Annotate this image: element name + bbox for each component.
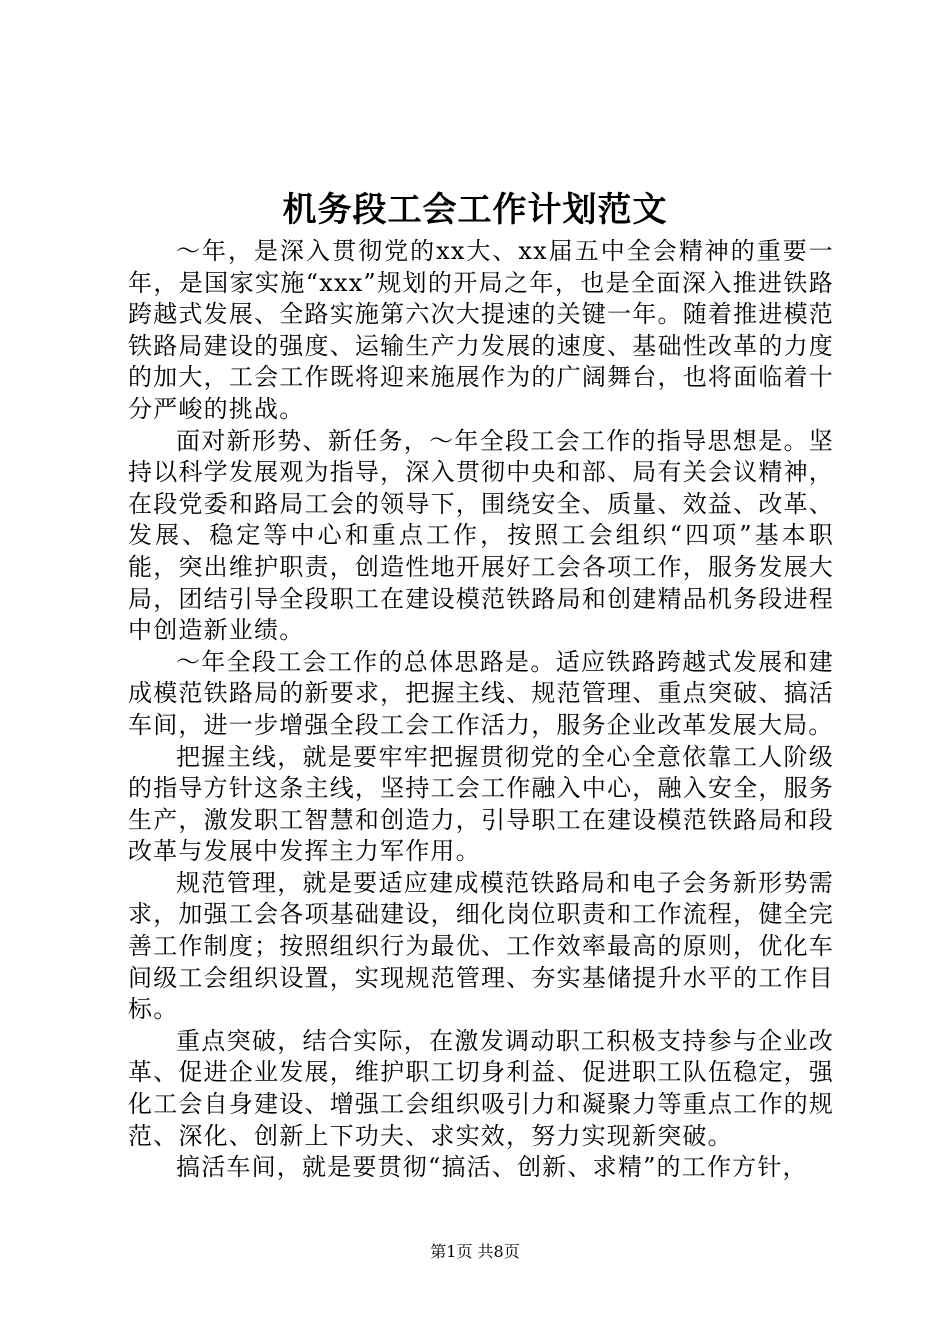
paragraph: ～年，是深入贯彻党的xx大、xx届五中全会精神的重要一年，是国家实施“xxx”规划的开局之年，也是全面深入推进铁路跨越式发展、全路实施第六次大提速的关键一年。随着推进模范铁路局建设的强度、运输生产力发展的速度、基础性改革的力度的加大，工会工作既将迎来施展作为的广阔舞台，也将面临着十分严峻的挑战。	[128, 237, 834, 423]
document-body	[128, 236, 834, 1184]
paragraph: 重点突破，结合实际，在激发调动职工积极支持参与企业改革、促进企业发展，维护职工切身利益、促进职工队伍稳定，强化工会自身建设、增强工会组织吸引力和凝聚力等重点工作的规范、深化、创新上下功夫、求实效，努力实现新突破。	[128, 1026, 834, 1150]
document-title: 机务段工会工作计划范文	[282, 190, 668, 230]
paragraph: 把握主线，就是要牢牢把握贯彻党的全心全意依靠工人阶级的指导方针这条主线，坚持工会工作融入中心，融入安全，服务生产，激发职工智慧和创造力，引导职工在建设模范铁路局和段改革与发展中发挥主力军作用。	[128, 742, 834, 866]
paragraph: 搞活车间，就是要贯彻“搞活、创新、求精”的工作方针，	[176, 1153, 808, 1182]
paragraph: ～年全段工会工作的总体思路是。适应铁路跨越式发展和建成模范铁路局的新要求，把握主线、规范管理、重点突破、搞活车间，进一步增强全段工会工作活力，服务企业改革发展大局。	[128, 647, 834, 739]
paragraph: 规范管理，就是要适应建成模范铁路局和电子会务新形势需求，加强工会各项基础建设，细化岗位职责和工作流程，健全完善工作制度；按照组织行为最优、工作效率最高的原则，优化车间级工会组织设置，实现规范管理、夯实基储提升水平的工作目标。	[128, 868, 834, 1024]
page-footer: 第1页 共8页	[430, 1242, 520, 1261]
paragraph: 面对新形势、新任务，～年全段工会工作的指导思想是。坚持以科学发展观为指导，深入贯彻中央和部、局有关会议精神，在段党委和路局工会的领导下，围绕安全、质量、效益、改革、发展、稳定等中心和重点工作，按照工会组织“四项”基本职能，突出维护职责，创造性地开展好工会各项工作，服务发展大局，团结引导全段职工在建设模范铁路局和创建精品机务段进程中创造新业绩。	[128, 426, 834, 645]
